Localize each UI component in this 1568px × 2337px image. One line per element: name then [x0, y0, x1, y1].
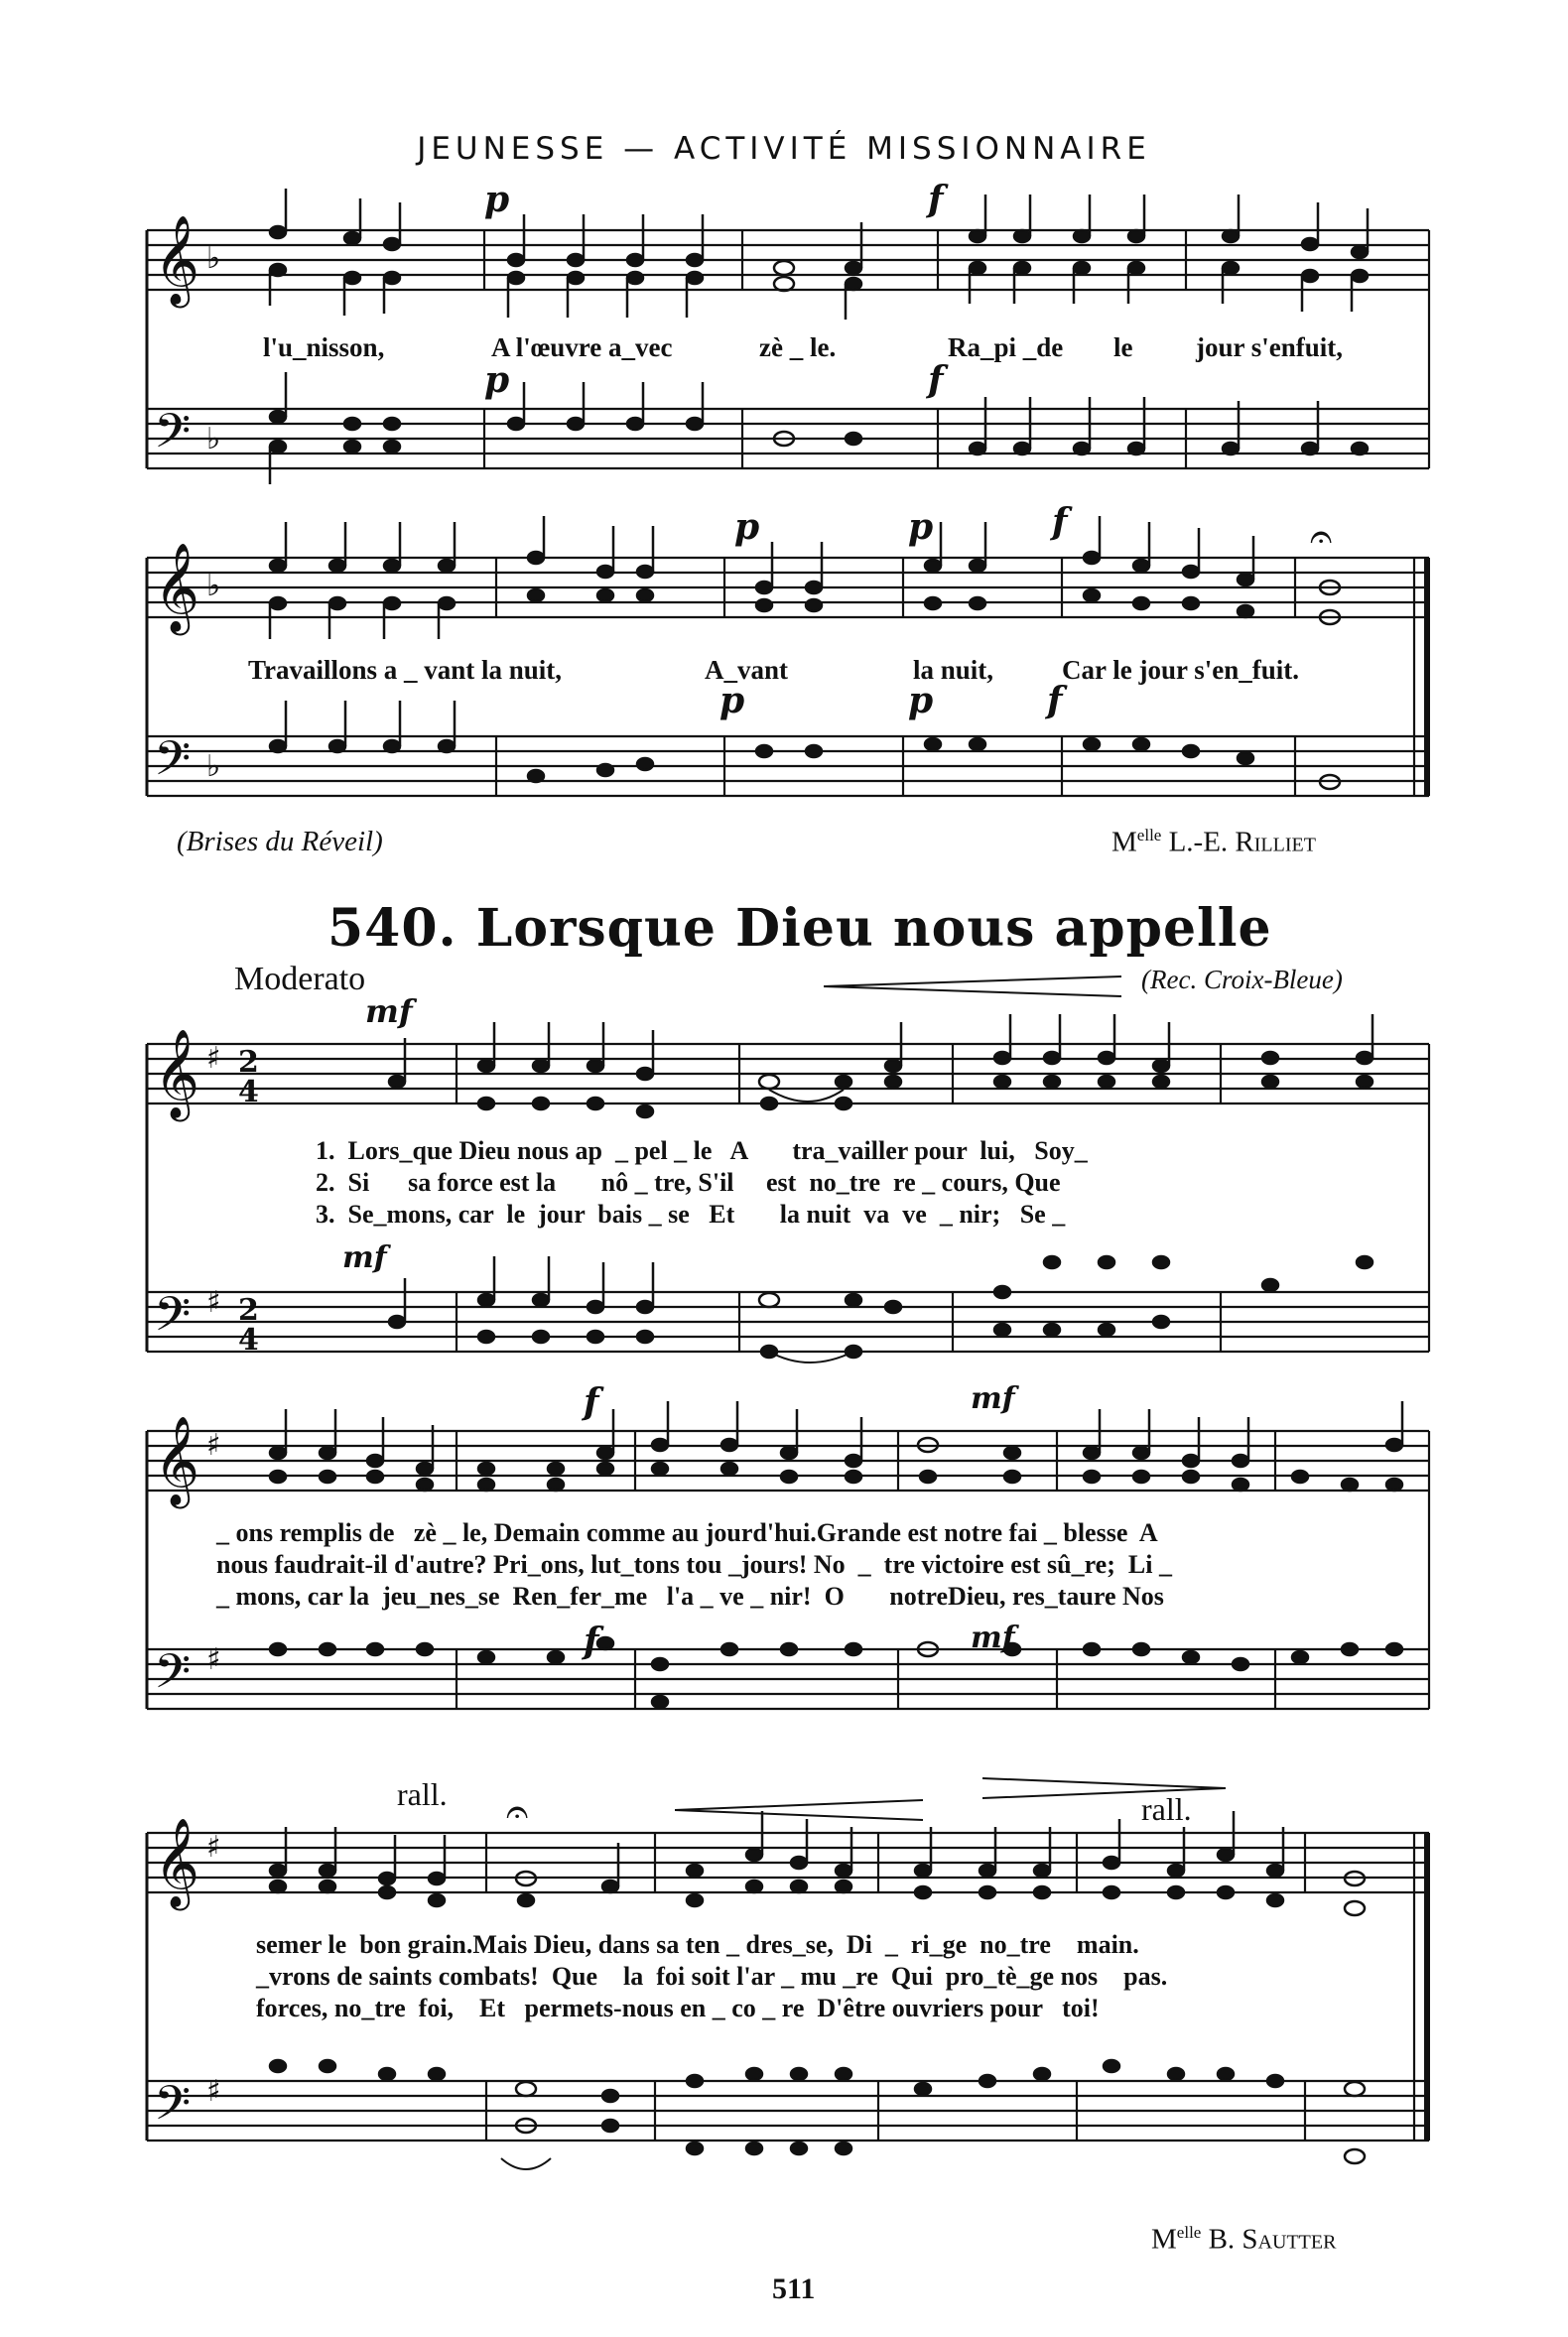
verse-3-line-1: 3. Se_mons, car le jour bais _ se Et la nuit va ve _ nir; Se _ — [316, 1200, 1066, 1229]
time-signature-bottom: 4 — [238, 1075, 259, 1109]
lyric-prev-2-c: la nuit, — [913, 655, 994, 685]
svg-text:𝄞: 𝄞 — [154, 1029, 200, 1118]
dynamic-mf-3: mf — [971, 1381, 1015, 1416]
svg-text:♯: ♯ — [206, 2074, 221, 2109]
lyric-prev-2-b: A_vant — [705, 655, 789, 685]
lyric-prev-1-f: jour s'enfuit, — [1196, 332, 1344, 362]
verse-2-line-3: _vrons de saints combats! Que la foi soit l'ar _ mu _re Qui pro_tè_ge nos pas. — [256, 1962, 1168, 1991]
svg-text:𝄢: 𝄢 — [154, 1286, 192, 1354]
running-head: JEUNESSE — ACTIVITÉ MISSIONNAIRE — [417, 131, 1151, 167]
composer-credit-previous: $M^{elle}$ L.-E. Rilliet — [1111, 826, 1316, 858]
svg-text:𝄢: 𝄢 — [154, 403, 192, 470]
rall-marking-2: rall. — [1141, 1791, 1192, 1827]
verse-1-line-3: semer le bon grain.Mais Dieu, dans sa ten _ dres_se, Di _ ri_ge no_tre main. — [256, 1930, 1139, 1959]
dynamic-p-6: p — [908, 680, 934, 721]
lyric-prev-2-a: Travaillons a _ vant la nuit, — [248, 655, 563, 685]
svg-text:♭: ♭ — [206, 422, 221, 456]
time-signature-top-bass: 2 — [238, 1293, 259, 1328]
svg-text:♭: ♭ — [206, 749, 221, 784]
lyric-prev-1-b: A l'œuvre a_vec — [491, 332, 673, 362]
svg-text:♯: ♯ — [206, 1428, 221, 1463]
rall-marking-1: rall. — [397, 1776, 448, 1812]
verse-2-line-1: 2. Si sa force est la nô _ tre, S'il est no_tre re _ cours, Que — [316, 1168, 1061, 1197]
svg-text:♯: ♯ — [206, 1041, 221, 1076]
source-credit-hymn: (Rec. Croix-Bleue) — [1141, 965, 1343, 994]
verse-1-line-1: 1. Lors_que Dieu nous ap _ pel _ le A tra_vailler pour lui, Soy_ — [316, 1136, 1088, 1165]
time-signature-bottom-bass: 4 — [238, 1323, 259, 1358]
verse-1-line-2: _ ons remplis de zè _ le, Demain comme au jourd'hui.Grande est notre fai _ blesse A — [216, 1518, 1158, 1547]
dynamic-f-3: f — [1052, 501, 1068, 543]
page-number: 511 — [772, 2272, 816, 2305]
dynamic-p-2: p — [484, 359, 510, 401]
dynamic-mf-2: mf — [342, 1240, 387, 1275]
source-credit-previous: (Brises du Réveil) — [177, 826, 383, 857]
hymn-title: 540. Lorsque Dieu nous appelle — [327, 898, 1272, 959]
composer-credit-hymn: $M^{elle}$ B. Sautter — [1151, 2223, 1337, 2256]
svg-text:♯: ♯ — [206, 1642, 221, 1677]
svg-text:𝄐: 𝄐 — [506, 1791, 529, 1835]
lyric-prev-1-e: le — [1113, 332, 1133, 362]
svg-text:𝄞: 𝄞 — [154, 215, 200, 305]
verse-3-line-2: _ mons, car la jeu_nes_se Ren_fer_me l'a _ ve _ nir! O notreDieu, res_taure Nos — [216, 1582, 1164, 1611]
dynamic-f-6: f — [584, 1621, 599, 1662]
dynamic-mf-4: mf — [971, 1621, 1015, 1655]
dynamic-mf-1: mf — [365, 992, 413, 1030]
svg-text:𝄞: 𝄞 — [154, 543, 200, 632]
svg-text:♯: ♯ — [206, 1285, 221, 1320]
dynamic-f-2: f — [928, 359, 944, 401]
verse-2-line-2: nous faudrait-il d'autre? Pri_ons, lut_tons tou _jours! No _ tre victoire est sû_re; Li _ — [216, 1550, 1172, 1579]
svg-text:𝄢: 𝄢 — [154, 730, 192, 798]
dynamic-p-1: p — [484, 179, 510, 220]
crescendo-hairpin-1 — [824, 974, 1121, 998]
dynamic-p-5: p — [719, 680, 745, 721]
dynamic-f-5: f — [584, 1381, 599, 1423]
lyric-prev-2-d: Car le jour s'en_fuit. — [1062, 655, 1299, 685]
dynamic-f-4: f — [1047, 680, 1063, 721]
dynamic-p-3: p — [734, 506, 760, 548]
lyric-prev-1-c: zè _ le. — [759, 332, 837, 362]
svg-text:𝄢: 𝄢 — [154, 2075, 192, 2142]
svg-text:𝄐: 𝄐 — [1310, 516, 1333, 560]
svg-text:♯: ♯ — [206, 1830, 221, 1865]
svg-text:𝄞: 𝄞 — [154, 1818, 200, 1907]
dynamic-f-1: f — [928, 179, 944, 220]
svg-text:𝄞: 𝄞 — [154, 1416, 200, 1505]
tempo-marking: Moderato — [234, 961, 366, 997]
svg-text:♭: ♭ — [206, 241, 221, 276]
svg-text:♭: ♭ — [206, 569, 221, 603]
time-signature-top: 2 — [238, 1045, 259, 1080]
lyric-prev-1-d: Ra_pi _de — [948, 332, 1064, 362]
lyric-prev-1-a: l'u_nisson, — [263, 332, 385, 362]
dynamic-p-4: p — [908, 506, 934, 548]
svg-text:𝄢: 𝄢 — [154, 1643, 192, 1711]
verse-3-line-3: forces, no_tre foi, Et permets-nous en _ co _ re D'être ouvriers pour toi! — [256, 1994, 1100, 2022]
